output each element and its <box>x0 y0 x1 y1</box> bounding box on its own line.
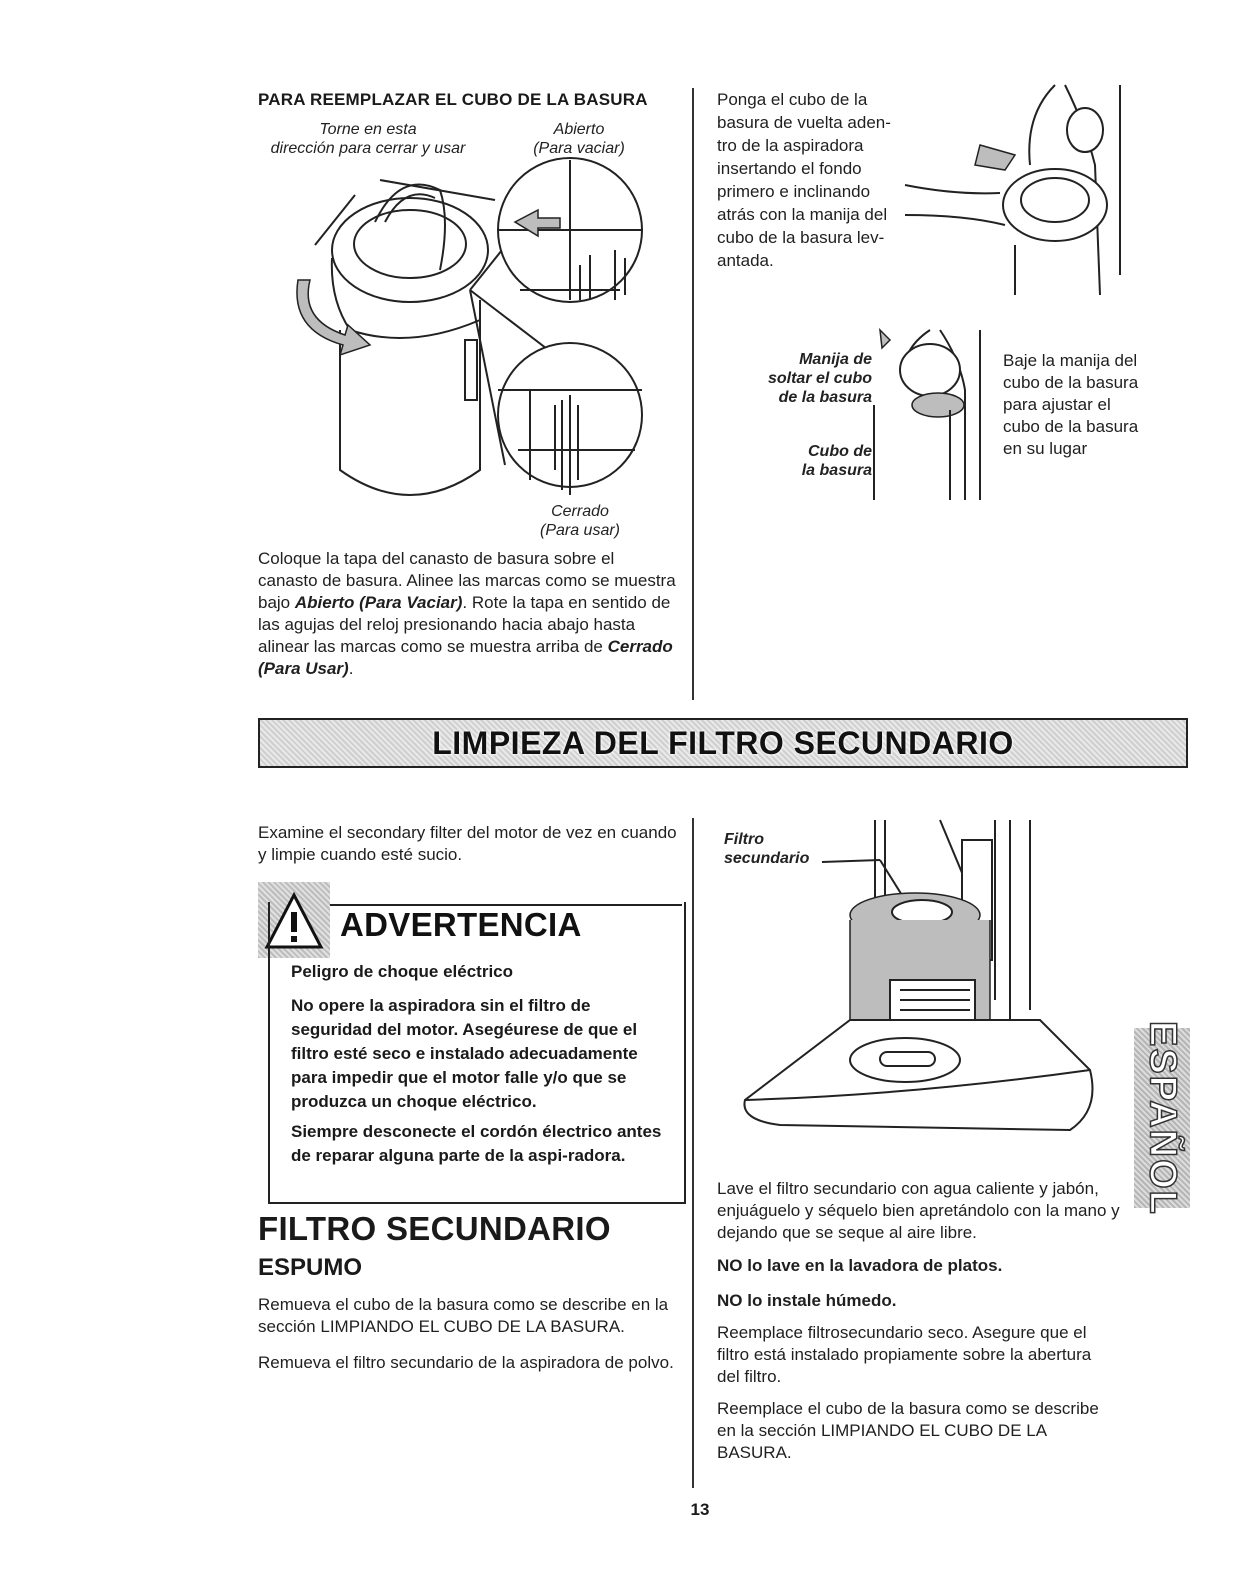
closed-label: Cerrado (Para usar) <box>539 503 621 539</box>
no-wet-warning: NO lo instale húmedo. <box>717 1291 897 1310</box>
wash-filter-text: Lave el filtro secundario con agua caliente y jabón, enjuáguelo y séquelo bien apretándolo con la mano y dejando que se seque al aire libre. <box>717 1179 1120 1242</box>
bin-label: Cubo de la basura <box>801 443 872 479</box>
bin-lid-illustration <box>290 150 670 510</box>
examine-filter-text: Examine el secondary filter del motor de vez en cuando y limpie cuando esté sucio. <box>258 823 677 864</box>
replace-filter-text: Reemplace filtrosecundario seco. Asegure que el filtro está instalado propiamente sobre la abertura del filtro. <box>717 1323 1092 1386</box>
warning-title: ADVERTENCIA <box>340 906 582 943</box>
open-label: Abierto (Para vaciar) <box>533 121 625 157</box>
remove-filter-text: Remueva el filtro secundario de la aspiradora de polvo. <box>258 1353 674 1372</box>
secondary-filter-label: Filtro secundario <box>724 831 810 867</box>
bin-release-illustration <box>860 330 990 500</box>
release-handle-label: Manija de soltar el cubo de la basura <box>767 351 872 406</box>
replace-bin-instructions: Coloque la tapa del canasto de basura sobre el canasto de basura. Alinee las marcas como se muestra bajo Abierto (Para Vaciar). Rote la tapa en sentido de las agujas del reloj presionando hacia abajo hasta alinear las marcas como se muestra arriba de Cerrado (Para Usar). <box>258 549 676 678</box>
replace-bin-text: Reemplace el cubo de la basura como se describe en la sección LIMPIANDO EL CUBO DE LA BASURA. <box>717 1399 1099 1462</box>
vacuum-filter-illustration <box>740 820 1110 1175</box>
column-divider-bottom <box>692 818 694 1488</box>
warning-paragraph-1: No opere la aspiradora sin el filtro de seguridad del motor. Asegéurese de que el filtro esté seco e instalado adecuadamente para impedir que el motor falle y/o que se produzca un choque eléctrico. <box>291 996 638 1111</box>
turn-direction-label: Torne en esta dirección para cerrar y usar <box>270 121 466 157</box>
language-side-tab: ESPAÑOL <box>1134 1028 1190 1208</box>
warning-paragraph-2: Siempre desconecte el cordón électrico antes de reparar alguna parte de la aspi-radora. <box>291 1122 662 1165</box>
page-number: 13 <box>690 1500 710 1519</box>
section-banner: LIMPIEZA DEL FILTRO SECUNDARIO <box>258 718 1188 768</box>
place-bin-illustration <box>905 85 1125 305</box>
remove-bin-text: Remueva el cubo de la basura como se describe en la sección LIMPIANDO EL CUBO DE LA BASURA. <box>258 1295 669 1336</box>
column-divider-top <box>692 88 694 700</box>
filter-heading: FILTRO SECUNDARIO <box>258 1210 611 1247</box>
no-dishwasher-warning: NO lo lave en la lavadora de platos. <box>717 1256 1003 1275</box>
lower-handle-text: Baje la manija del cubo de la basura para ajustar el cubo de la basura en su lugar <box>1003 351 1139 458</box>
replace-bin-heading: PARA REEMPLAZAR EL CUBO DE LA BASURA <box>258 90 648 109</box>
place-bin-text: Ponga el cubo de la basura de vuelta aden-tro de la aspiradora insertando el fondo primero e inclinando atrás con la manija del cubo de la basura lev-antada. <box>717 90 891 270</box>
filter-subheading: ESPUMO <box>258 1254 363 1281</box>
warning-subtitle: Peligro de choque eléctrico <box>291 962 514 981</box>
